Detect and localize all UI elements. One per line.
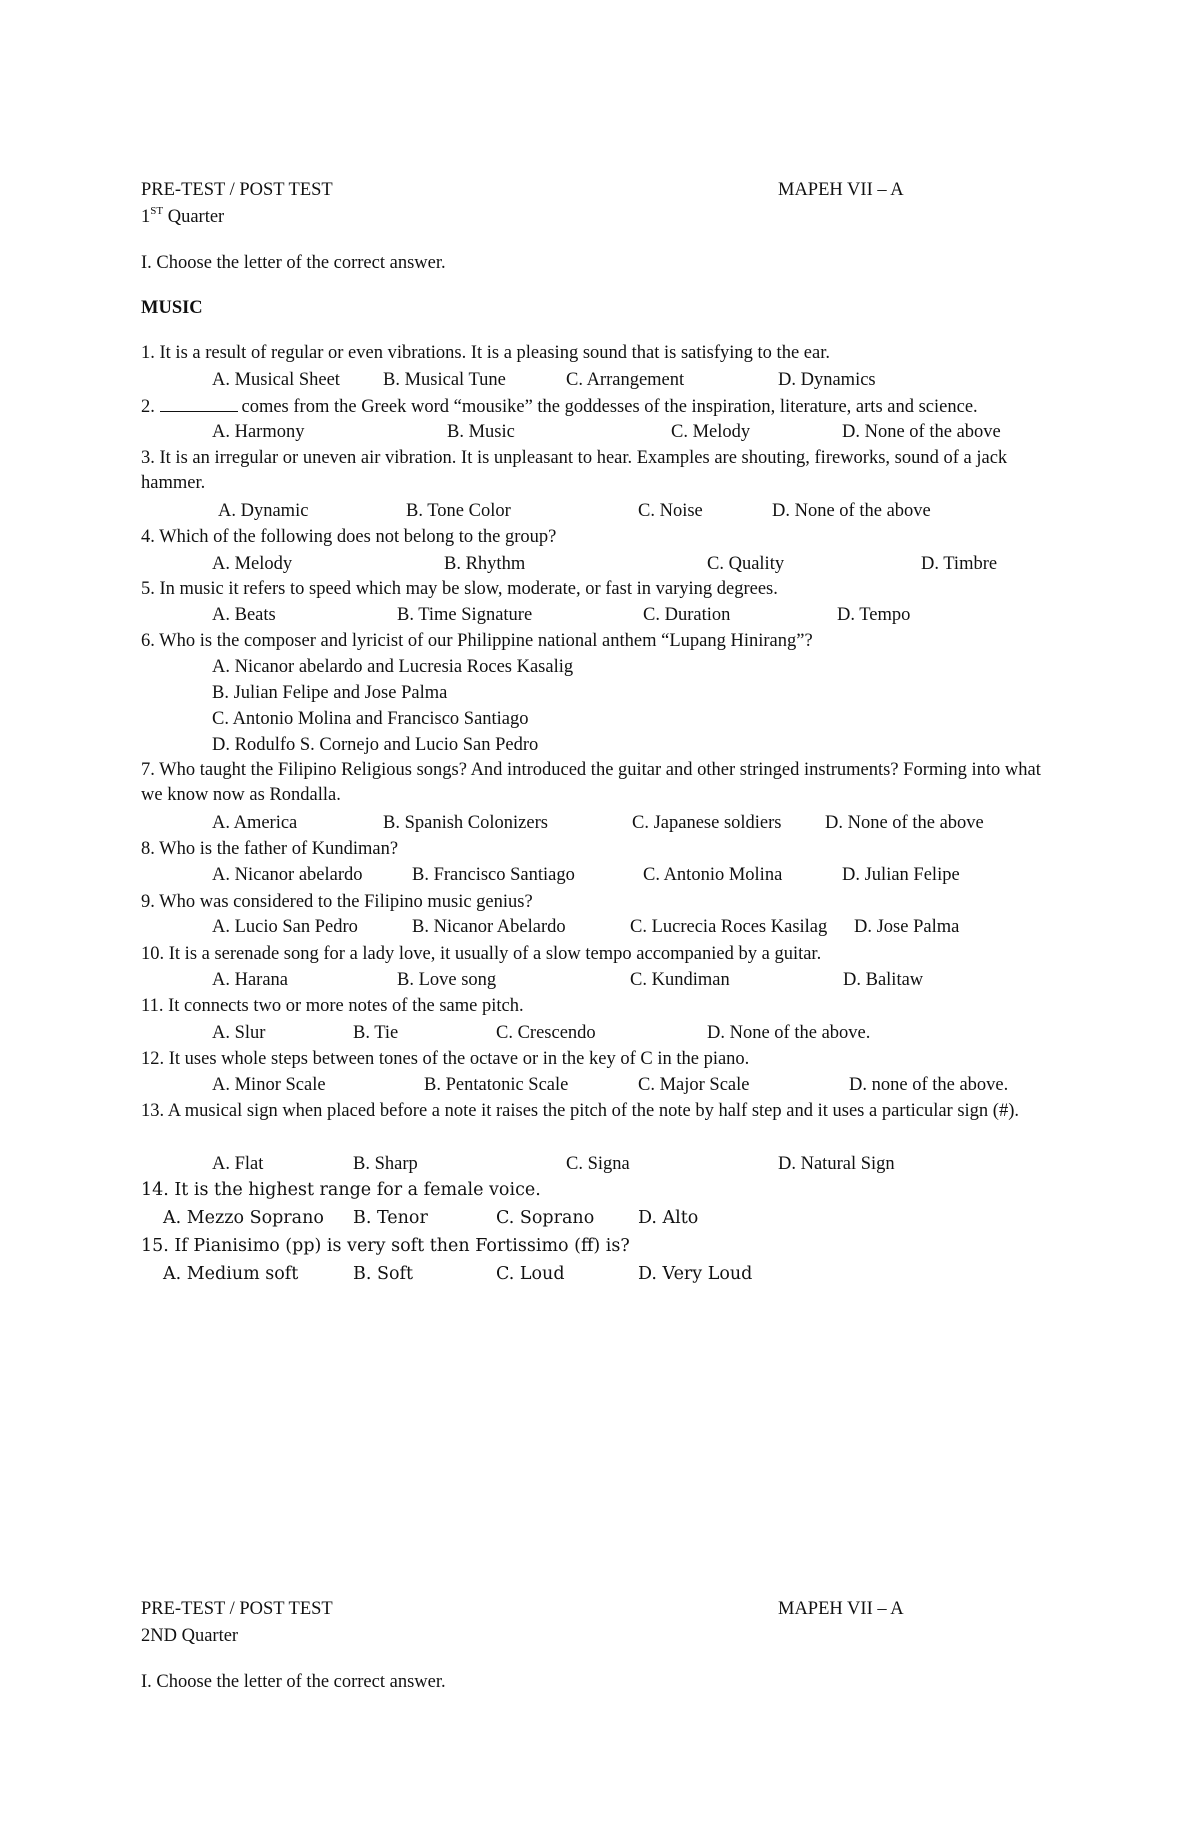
q12-option-b: B. Pentatonic Scale — [424, 1075, 569, 1095]
q4-option-b: B. Rhythm — [444, 554, 526, 574]
q11-option-b: B. Tie — [353, 1023, 399, 1043]
q8-option-c: C. Antonio Molina — [643, 865, 783, 885]
q1-option-a: A. Musical Sheet — [212, 370, 340, 390]
q8-option-d: D. Julian Felipe — [842, 865, 960, 885]
q13-option-a: A. Flat — [212, 1154, 264, 1174]
q6-option-a: A. Nicanor abelardo and Lucresia Roces Kasalig — [212, 657, 574, 677]
q11-option-c: C. Crescendo — [496, 1023, 596, 1043]
header-left: PRE-TEST / POST TEST — [141, 180, 333, 200]
q3-option-d: D. None of the above — [772, 501, 931, 521]
q2-option-b: B. Music — [447, 422, 515, 442]
q3-option-b: B. Tone Color — [406, 501, 511, 521]
q2-option-d: D. None of the above — [842, 422, 1001, 442]
q6-option-c: C. Antonio Molina and Francisco Santiago — [212, 709, 529, 729]
page2-instruction: I. Choose the letter of the correct answer. — [141, 1672, 446, 1692]
q15-option-d: D. Very Loud — [638, 1264, 753, 1284]
q9-option-d: D. Jose Palma — [854, 917, 960, 937]
question-14: 14. It is the highest range for a female voice. — [141, 1180, 541, 1200]
q10-option-c: C. Kundiman — [630, 970, 730, 990]
q5-option-a: A. Beats — [212, 605, 276, 625]
question-15: 15. If Pianisimo (pp) is very soft then Fortissimo (ff) is? — [141, 1236, 630, 1256]
q7-option-b: B. Spanish Colonizers — [383, 813, 548, 833]
question-11: 11. It connects two or more notes of the same pitch. — [141, 996, 524, 1016]
header-right: MAPEH VII – A — [778, 180, 904, 200]
q6-option-b: B. Julian Felipe and Jose Palma — [212, 683, 448, 703]
question-9: 9. Who was considered to the Filipino music genius? — [141, 892, 533, 912]
q3-option-a: A. Dynamic — [218, 501, 309, 521]
q15-option-a: A. Medium soft — [163, 1264, 299, 1284]
q15-option-b: B. Soft — [353, 1264, 414, 1284]
q8-option-a: A. Nicanor abelardo — [212, 865, 363, 885]
quarter-label — [141, 205, 225, 227]
q5-option-c: C. Duration — [643, 605, 731, 625]
q9-option-b: B. Nicanor Abelardo — [412, 917, 566, 937]
q14-option-a: A. Mezzo Soprano — [163, 1208, 324, 1228]
page2-header-left: PRE-TEST / POST TEST — [141, 1599, 333, 1619]
q12-option-d: D. none of the above. — [849, 1075, 1009, 1095]
q2-option-a: A. Harmony — [212, 422, 305, 442]
q8-option-b: B. Francisco Santiago — [412, 865, 575, 885]
question-7: 7. Who taught the Filipino Religious songs? And introduced the guitar and other stringed instruments? Forming into what we know now as Rondalla. — [141, 760, 1041, 805]
question-12: 12. It uses whole steps between tones of the octave or in the key of C in the piano. — [141, 1049, 750, 1069]
q6-option-d: D. Rodulfo S. Cornejo and Lucio San Pedro — [212, 735, 539, 755]
q12-option-a: A. Minor Scale — [212, 1075, 326, 1095]
q15-option-c: C. Loud — [496, 1264, 565, 1284]
page2-header-right: MAPEH VII – A — [778, 1599, 904, 1619]
question-13: 13. A musical sign when placed before a note it raises the pitch of the note by half step and it uses a particular sign (#). — [141, 1101, 1019, 1121]
question-10: 10. It is a serenade song for a lady love, it usually of a slow tempo accompanied by a guitar. — [141, 944, 822, 964]
question-2 — [141, 397, 978, 417]
q13-option-b: B. Sharp — [353, 1154, 418, 1174]
q5-option-b: B. Time Signature — [397, 605, 533, 625]
question-5: 5. In music it refers to speed which may be slow, moderate, or fast in varying degrees. — [141, 579, 778, 599]
q1-option-b: B. Musical Tune — [383, 370, 506, 390]
question-4: 4. Which of the following does not belong to the group? — [141, 527, 557, 547]
q7-option-a: A. America — [212, 813, 298, 833]
q1-option-c: C. Arrangement — [566, 370, 685, 390]
quarter-word: Quarter — [167, 207, 225, 227]
q11-option-d: D. None of the above. — [707, 1023, 871, 1043]
q3-option-c: C. Noise — [638, 501, 703, 521]
quarter-superscript: ST — [150, 205, 164, 217]
q14-option-d: D. Alto — [638, 1208, 699, 1228]
q13-option-d: D. Natural Sign — [778, 1154, 895, 1174]
q2-text: comes from the Greek word “mousike” the goddesses of the inspiration, literature, arts and science. — [241, 397, 978, 417]
q10-option-b: B. Love song — [397, 970, 497, 990]
q4-option-d: D. Timbre — [921, 554, 998, 574]
q11-option-a: A. Slur — [212, 1023, 266, 1043]
q5-option-d: D. Tempo — [837, 605, 911, 625]
question-1: 1. It is a result of regular or even vibrations. It is a pleasing sound that is satisfying to the ear. — [141, 343, 830, 363]
q2-number: 2. — [141, 397, 155, 417]
question-6: 6. Who is the composer and lyricist of our Philippine national anthem “Lupang Hinirang”? — [141, 631, 813, 651]
q7-option-d: D. None of the above — [825, 813, 984, 833]
q10-option-d: D. Balitaw — [843, 970, 924, 990]
q4-option-c: C. Quality — [707, 554, 785, 574]
q12-option-c: C. Major Scale — [638, 1075, 750, 1095]
q14-option-b: B. Tenor — [353, 1208, 428, 1228]
q7-option-c: C. Japanese soldiers — [632, 813, 782, 833]
question-8: 8. Who is the father of Kundiman? — [141, 839, 399, 859]
page2-quarter-label: 2ND Quarter — [141, 1626, 239, 1646]
q10-option-a: A. Harana — [212, 970, 289, 990]
question-3: 3. It is an irregular or uneven air vibration. It is unpleasant to hear. Examples are shouting, fireworks, sound of a jack hammer. — [141, 448, 1008, 493]
instruction: I. Choose the letter of the correct answer. — [141, 253, 446, 273]
q4-option-a: A. Melody — [212, 554, 293, 574]
q1-option-d: D. Dynamics — [778, 370, 876, 390]
q2-option-c: C. Melody — [671, 422, 751, 442]
q13-option-c: C. Signa — [566, 1154, 630, 1174]
q9-option-a: A. Lucio San Pedro — [212, 917, 358, 937]
q14-option-c: C. Soprano — [496, 1208, 595, 1228]
answer-blank — [160, 397, 238, 412]
quarter-number: 1 — [141, 207, 151, 227]
section-title: MUSIC — [141, 298, 203, 318]
q9-option-c: C. Lucrecia Roces Kasilag — [630, 917, 828, 937]
